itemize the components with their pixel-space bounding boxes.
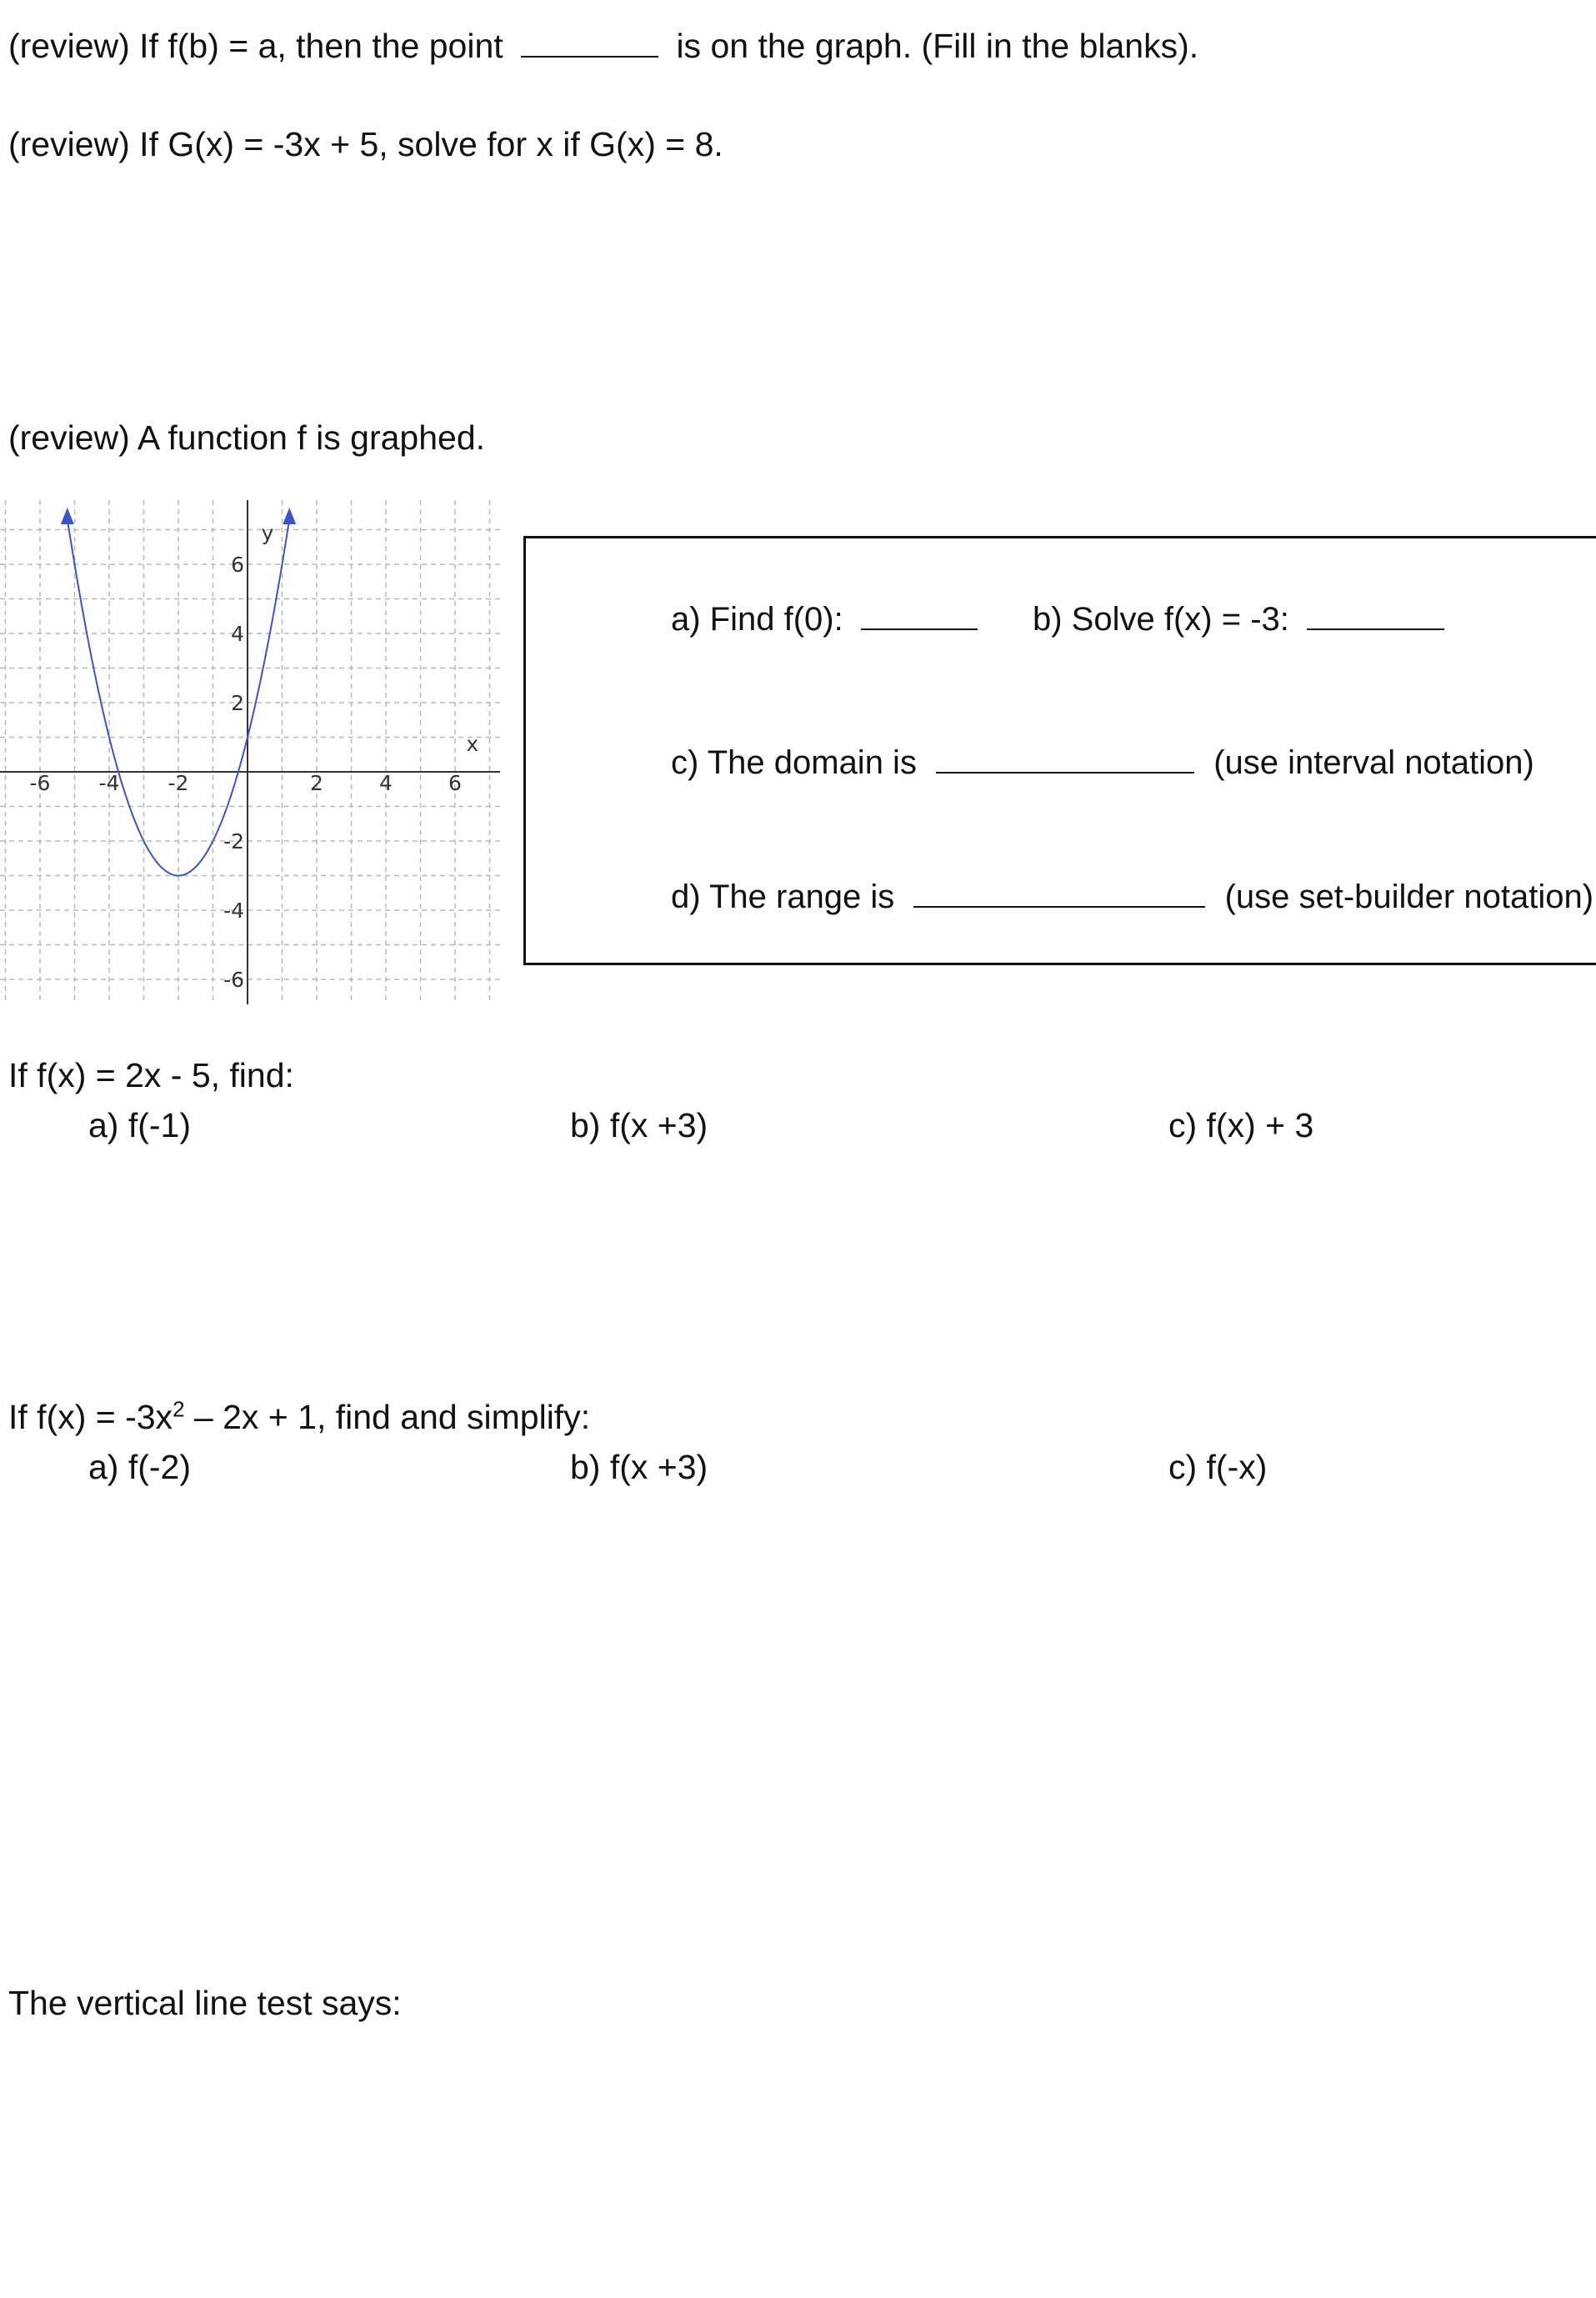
part-c-label: c) The domain is bbox=[671, 744, 917, 781]
y-tick-label: -6 bbox=[223, 968, 244, 992]
question-5-part-c: c) f(-x) bbox=[1168, 1448, 1268, 1486]
answer-blank bbox=[861, 600, 978, 630]
question-4-part-c: c) f(x) + 3 bbox=[1168, 1106, 1314, 1144]
y-tick-label: -2 bbox=[223, 829, 244, 854]
question-6: The vertical line test says: bbox=[8, 1984, 402, 2022]
x-tick-label: -6 bbox=[29, 771, 51, 795]
question-1 bbox=[8, 25, 1198, 67]
x-tick-label: -4 bbox=[98, 771, 120, 795]
part-c-note: (use interval notation) bbox=[1213, 744, 1534, 781]
y-tick-label: 6 bbox=[231, 553, 244, 577]
arrowhead bbox=[283, 508, 296, 524]
graph-tick-labels bbox=[30, 521, 479, 992]
question-5-post: – 2x + 1, find and simplify: bbox=[184, 1398, 591, 1436]
question-5-part-a: a) f(-2) bbox=[88, 1448, 191, 1486]
answer-blank bbox=[521, 28, 658, 58]
question-4: If f(x) = 2x - 5, find: bbox=[8, 1056, 294, 1094]
part-a-label: a) Find f(0): bbox=[671, 601, 843, 638]
x-tick-label: 6 bbox=[448, 771, 462, 795]
part-d-label: d) The range is bbox=[671, 879, 895, 915]
y-axis-label: y bbox=[261, 520, 274, 545]
x-tick-label: -2 bbox=[168, 771, 189, 795]
x-tick-label: 2 bbox=[310, 771, 323, 795]
part-c bbox=[671, 742, 1534, 784]
part-b bbox=[1033, 598, 1444, 640]
arrowhead bbox=[61, 508, 74, 524]
question-4-part-a: a) f(-1) bbox=[88, 1106, 191, 1144]
x-axis-label: x bbox=[466, 732, 479, 757]
question-1-prefix: (review) If f(b) = a, then the point bbox=[8, 27, 503, 65]
part-d-note: (use set-builder notation) bbox=[1224, 879, 1594, 915]
answer-blank bbox=[913, 878, 1205, 908]
part-b-label: b) Solve f(x) = -3: bbox=[1033, 601, 1289, 638]
question-2: (review) If G(x) = -3x + 5, solve for x if G(x) = 8. bbox=[8, 125, 723, 163]
question-5-part-b: b) f(x +3) bbox=[570, 1448, 708, 1486]
question-3: (review) A function f is graphed. bbox=[8, 418, 486, 457]
answer-blank bbox=[1307, 600, 1444, 630]
y-tick-label: 2 bbox=[231, 691, 244, 715]
question-4-part-b: b) f(x +3) bbox=[570, 1106, 708, 1144]
exponent: 2 bbox=[173, 1396, 185, 1422]
part-a bbox=[671, 598, 978, 640]
question-5 bbox=[8, 1396, 590, 1438]
x-tick-label: 4 bbox=[379, 771, 393, 795]
question-3-box bbox=[523, 536, 1596, 965]
graph-grid bbox=[0, 500, 500, 1004]
function-graph bbox=[0, 500, 500, 1004]
answer-blank bbox=[936, 743, 1194, 774]
y-tick-label: 4 bbox=[231, 622, 244, 646]
part-d bbox=[671, 876, 1593, 918]
question-1-suffix: is on the graph. (Fill in the blanks). bbox=[676, 27, 1199, 65]
question-5-pre: If f(x) = -3x bbox=[8, 1398, 173, 1436]
y-tick-label: -4 bbox=[223, 899, 244, 923]
